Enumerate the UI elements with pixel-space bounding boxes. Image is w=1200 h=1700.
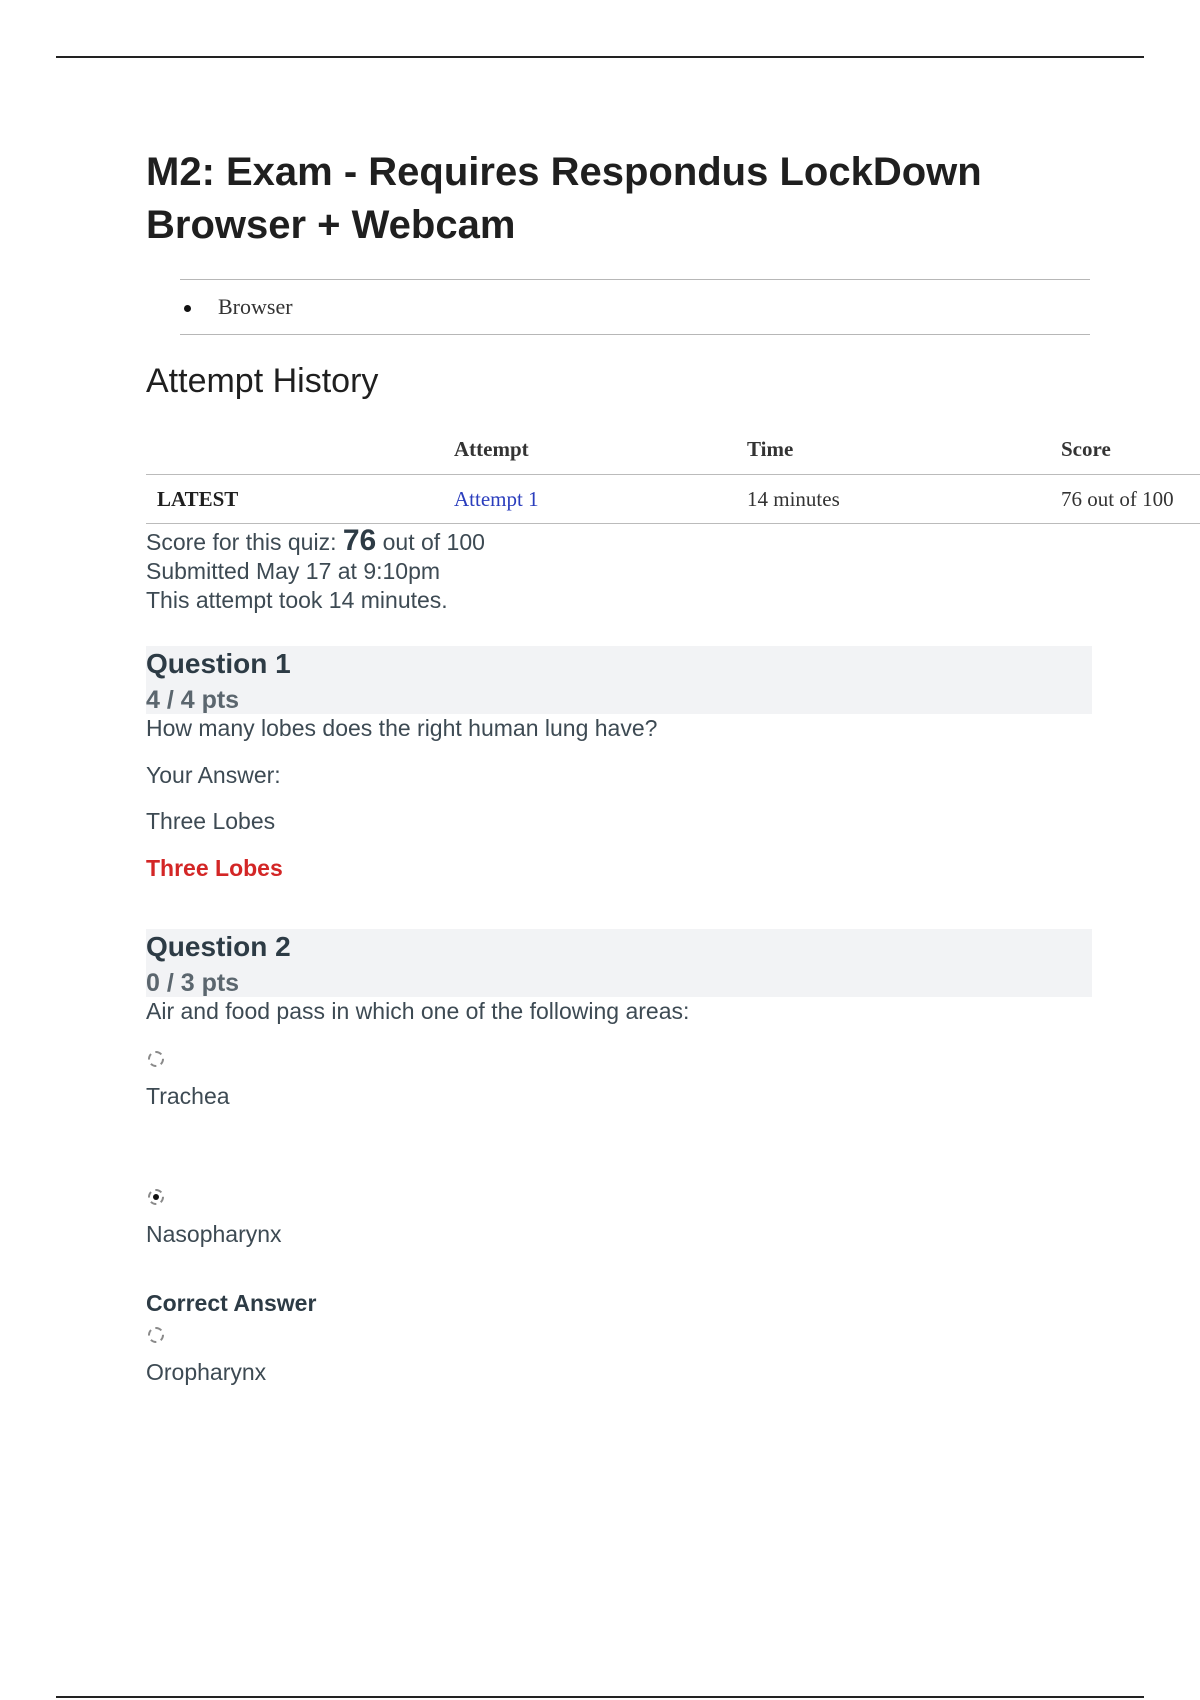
score-suffix: out of 100 [376,529,485,555]
score-line [146,526,485,557]
question-points: 4 / 4 pts [146,686,240,714]
question-title: Question 1 [146,648,291,679]
attempt-time: 14 minutes [747,475,1061,524]
attempt-link[interactable]: Attempt 1 [454,486,539,511]
correct-answer-label: Correct Answer [146,1290,317,1316]
breadcrumb-item[interactable]: Browser [218,280,1090,334]
duration-text: This attempt took 14 minutes. [146,587,448,613]
attempt-history-table [146,424,1200,524]
column-header-blank [146,424,454,475]
question-title: Question 2 [146,931,291,962]
quiz-summary [146,526,485,615]
answer-option-trachea: Trachea [146,1083,230,1109]
attempt-history-heading: Attempt History [146,362,379,400]
radio-checked-icon[interactable] [148,1189,164,1205]
column-header-score: Score [1061,424,1200,475]
page-title: M2: Exam - Requires Respondus LockDown Browser + Webcam [146,150,982,247]
submitted-text: Submitted May 17 at 9:10pm [146,558,441,584]
breadcrumb [180,279,1090,335]
column-header-attempt: Attempt [454,424,747,475]
top-rule [56,56,1144,58]
radio-unchecked-icon[interactable] [148,1051,164,1067]
your-answer-label: Your Answer: [146,762,281,788]
column-header-time: Time [747,424,1061,475]
attempt-score: 76 out of 100 [1061,475,1200,524]
answer-option-nasopharynx: Nasopharynx [146,1221,282,1247]
question-1-header [146,646,1092,714]
latest-label: LATEST [146,475,454,524]
question-text: Air and food pass in which one of the following areas: [146,998,690,1024]
score-prefix: Score for this quiz: [146,529,343,555]
table-row [146,475,1200,524]
radio-unchecked-icon[interactable] [148,1327,164,1343]
question-points: 0 / 3 pts [146,969,240,997]
score-value: 76 [342,524,377,557]
bottom-rule [56,1696,1144,1698]
correct-answer: Three Lobes [146,855,283,881]
question-text: How many lobes does the right human lung have? [146,715,658,741]
question-2-header [146,929,1092,997]
correct-answer-option: Oropharynx [146,1359,267,1385]
your-answer: Three Lobes [146,808,276,834]
